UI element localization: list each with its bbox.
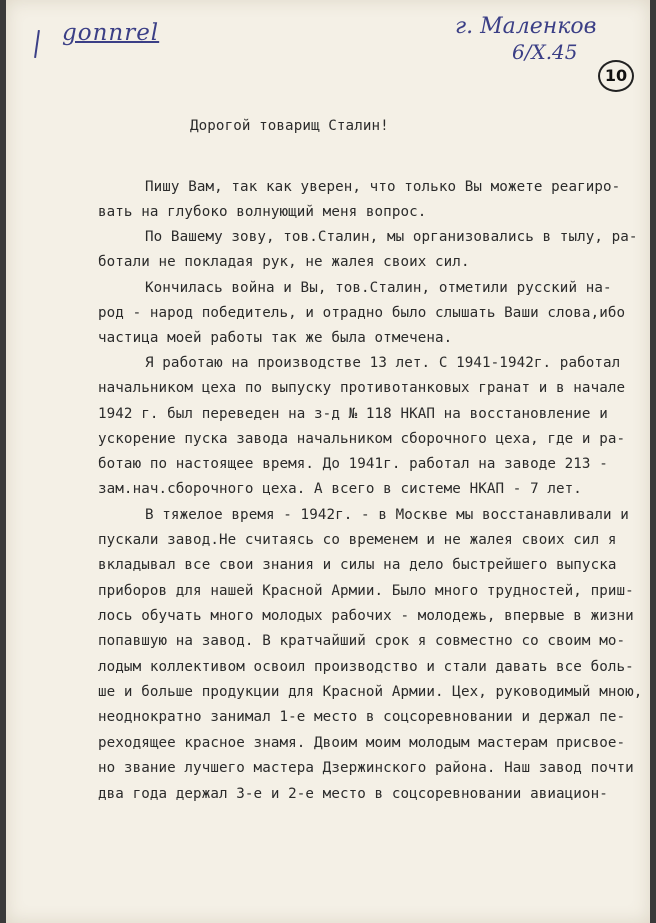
letter-line: ускорение пуска завода начальником сборочного цеха, где и ра- bbox=[98, 431, 626, 447]
letter-line: лодым коллективом освоил производство и стали давать все боль- bbox=[98, 659, 634, 675]
letter-line: начальником цеха по выпуску противотанковых гранат и в начале bbox=[98, 380, 626, 396]
letter-line: приборов для нашей Красной Армии. Было много трудностей, приш- bbox=[98, 583, 634, 599]
letter-line: попавшую на завод. В кратчайший срок я совместно со своим мо- bbox=[98, 633, 626, 649]
page-number: 10 bbox=[598, 60, 634, 92]
handwritten-note-left: gonnrel bbox=[62, 20, 160, 46]
handwritten-date: 6/X.45 bbox=[512, 40, 578, 64]
letter-line: реходящее красное знамя. Двоим моим молодым мастерам присвое- bbox=[98, 735, 626, 751]
letter-line: частица моей работы так же была отмечена. bbox=[98, 330, 453, 346]
letter-line: два года держал 3-е и 2-е место в соцсоревновании авиацион- bbox=[98, 786, 608, 802]
letter-line: вать на глубоко волнующий меня вопрос. bbox=[98, 204, 427, 220]
letter-line: 1942 г. был переведен на з-д № 118 НКАП на восстановление и bbox=[98, 406, 608, 422]
letter-line: По Вашему зову, тов.Сталин, мы организовались в тылу, ра- bbox=[145, 229, 638, 245]
letter-line: Пишу Вам, так как уверен, что только Вы можете реагиро- bbox=[145, 179, 621, 195]
letter-line: ботали не покладая рук, не жалея своих сил. bbox=[98, 254, 470, 270]
letter-line: пускали завод.Не считаясь со временем и не жалея своих сил я bbox=[98, 532, 617, 548]
letter-line: Кончилась война и Вы, тов.Сталин, отметили русский на- bbox=[145, 280, 612, 296]
scan-edge-right bbox=[650, 0, 656, 923]
letter-line: род - народ победитель, и отрадно было слышать Ваши слова,ибо bbox=[98, 305, 626, 321]
letter-line: неоднократно занимал 1-е место в соцсоревновании и держал пе- bbox=[98, 709, 626, 725]
letter-line: В тяжелое время - 1942г. - в Москве мы восстанавливали и bbox=[145, 507, 629, 523]
letter-line: вкладывал все свои знания и силы на дело быстрейшего выпуска bbox=[98, 557, 617, 573]
letter-line: зам.нач.сборочного цеха. А всего в системе НКАП - 7 лет. bbox=[98, 481, 582, 497]
letter-line: но звание лучшего мастера Дзержинского района. Наш завод почти bbox=[98, 760, 634, 776]
handwritten-addressee: г. Маленков bbox=[455, 14, 597, 39]
letter-line: ше и больше продукции для Красной Армии. Цех, руководимый мною, bbox=[98, 684, 643, 700]
salutation: Дорогой товарищ Сталин! bbox=[190, 118, 389, 134]
letter-line: ботаю по настоящее время. До 1941г. работал на заводе 213 - bbox=[98, 456, 608, 472]
letter-line: Я работаю на производстве 13 лет. С 1941-1942г. работал bbox=[145, 355, 621, 371]
letter-line: лось обучать много молодых рабочих - молодежь, впервые в жизни bbox=[98, 608, 634, 624]
